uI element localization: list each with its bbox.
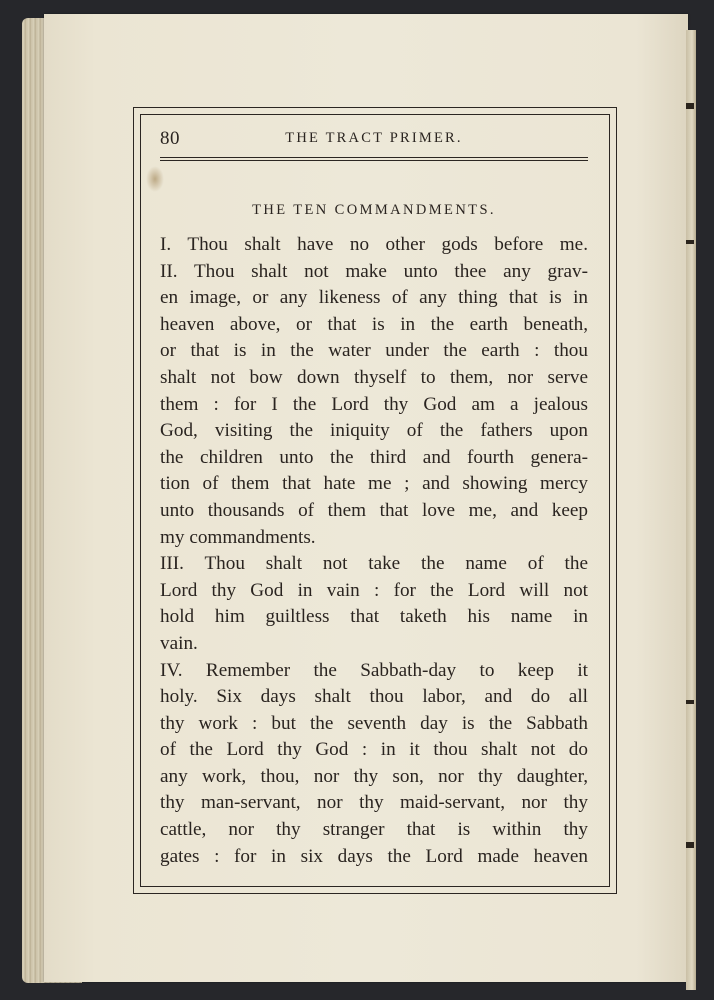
header-rule xyxy=(160,157,588,158)
text-line: III. Thou shalt not take the name of the xyxy=(160,553,588,575)
page-number: 80 xyxy=(160,128,180,149)
text-line: I. Thou shalt have no other gods before me. xyxy=(160,234,588,255)
text-line: any work, thou, nor thy son, nor thy daughter, xyxy=(160,765,588,787)
text-line: vain. xyxy=(160,632,198,654)
text-line: Lord thy God in vain : for the Lord will not xyxy=(160,579,588,601)
edge-mark xyxy=(686,700,694,704)
text-line: shalt not bow down thyself to them, nor serve xyxy=(160,366,588,388)
text-line: God, visiting the iniquity of the fathers upon xyxy=(160,420,588,442)
text-line: hold him guiltless that taketh his name in xyxy=(160,606,588,628)
text-line: unto thousands of them that love me, and keep xyxy=(160,499,588,521)
text-line: II. Thou shalt not make unto thee any grav- xyxy=(160,260,588,282)
section-title: THE TEN COMMANDMENTS. xyxy=(252,202,496,218)
text-line: en image, or any likeness of any thing that is in xyxy=(160,287,588,309)
text-line: thy work : but the seventh day is the Sabbath xyxy=(160,712,588,734)
header-rule xyxy=(160,160,588,161)
text-line: thy man-servant, nor thy maid-servant, nor thy xyxy=(160,792,588,814)
text-line: holy. Six days shalt thou labor, and do all xyxy=(160,686,588,708)
text-line: cattle, nor thy stranger that is within thy xyxy=(160,819,588,841)
text-line: or that is in the water under the earth : thou xyxy=(160,340,588,362)
running-head: THE TRACT PRIMER. xyxy=(285,130,463,146)
text-line: them : for I the Lord thy God am a jealous xyxy=(160,393,588,415)
body-text xyxy=(160,232,588,870)
edge-mark xyxy=(686,240,694,244)
text-line: the children unto the third and fourth genera- xyxy=(160,446,588,468)
edge-mark xyxy=(686,842,694,848)
text-line: my commandments. xyxy=(160,526,316,548)
text-line: IV. Remember the Sabbath-day to keep it xyxy=(160,659,588,681)
page-header xyxy=(160,128,588,154)
text-line: of the Lord thy God : in it thou shalt not do xyxy=(160,739,588,761)
text-line: gates : for in six days the Lord made heaven xyxy=(160,845,588,867)
edge-mark xyxy=(686,103,694,109)
text-line: heaven above, or that is in the earth beneath, xyxy=(160,313,588,335)
text-line: tion of them that hate me ; and showing mercy xyxy=(160,473,588,495)
